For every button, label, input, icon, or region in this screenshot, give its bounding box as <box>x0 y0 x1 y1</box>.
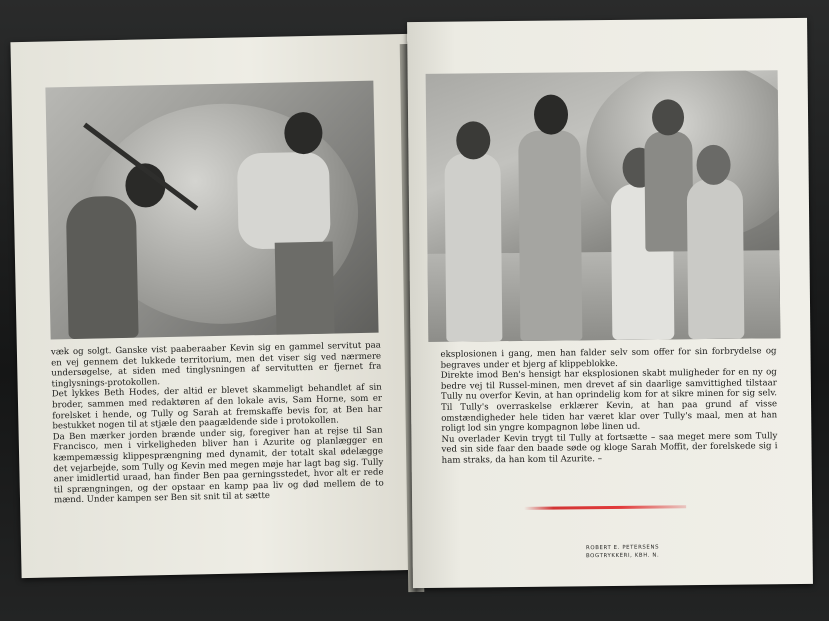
tall-man-figure <box>518 130 582 341</box>
open-booklet <box>12 14 812 614</box>
man-right-shirt <box>237 152 331 250</box>
fight-scene-photo <box>45 81 378 340</box>
man-back-figure <box>644 131 693 251</box>
woman-right-head <box>696 145 730 185</box>
group-scene-photo <box>426 70 781 342</box>
right-page-text: eksplosionen i gang, men han falder selv som offer for sin forbrydelse og begraves under et bjerg af klippeblokke. Direkte imod Ben's hensigt har eksplosionen skabt muligheder for en ny og bedre vej til Russel-minen, men drevet af sin daarlige samvittighed tilstaar Tully nu overfor Kevin, at han oprindelig kom for at sikre minen for sig selv. Til Tully's overraskelse erklærer Kevin, at han paa grund af visse omstændigheder hele tiden har været klar over Tully's maal, men at han roligt lod sin yngre kompagnon løbe linen ud. Nu overlader Kevin trygt til Tully at fortsætte – saa meget mere som Tully ved sin side faar den baade søde og kloge Sarah Moffit, der forelskede sig i ham straks, da han kom til Azurite. – <box>440 346 778 466</box>
man-with-hat-head <box>456 121 490 159</box>
imprint-line-1: ROBERT E. PETERSENS <box>585 544 660 552</box>
right-page <box>407 18 813 588</box>
imprint-line-2: BOGTRYKKERI, KBH. N. <box>585 552 660 560</box>
man-back-head <box>652 99 684 135</box>
left-page <box>10 34 419 578</box>
printer-imprint <box>563 543 683 560</box>
tall-man-head <box>534 94 568 134</box>
left-page-text: væk og solgt. Ganske vist paaberaaber Kevin sig en gammel servitut paa en vej gennem det lukkede territorium, men det viser sig ved nærmere undersøgelse, at siden med tinglysningen af servitutten er fjernet fra tinglysnings-protokollen. Det lykkes Beth Hodes, der altid er blevet skammeligt behandlet af sin broder, sammen med redaktøren af den lokale avis, Sam Horne, som er forelsket i hende, og Tully og Sarah at fremskaffe bevis for, at Ben har bestukket nogen til at stjæle den paagældende side i protokollen. Da Ben mærker jorden brænde under sig, foregiver han at rejse til San Francisco, men i virkeligheden bliver han i Azurite og planlægger en kæmpemæssig klippesprængning med dynamit, der totalt skal ødelægge det vejarbejde, som Tully og Kevin med megen møje har lagt bag sig. Tully aner imidlertid uraad, han finder Ben paa gerningsstedet, hvor alt er rede til sprængningen, og der opstaar en kamp paa liv og død mellem de to mænd. Under kampen ser Ben sit snit til at sætte <box>50 340 384 506</box>
man-with-hat-figure <box>444 153 502 342</box>
woman-right-figure <box>687 179 745 340</box>
man-right-trousers <box>275 242 335 335</box>
man-left-figure <box>66 196 139 339</box>
red-divider-rule <box>524 505 686 510</box>
